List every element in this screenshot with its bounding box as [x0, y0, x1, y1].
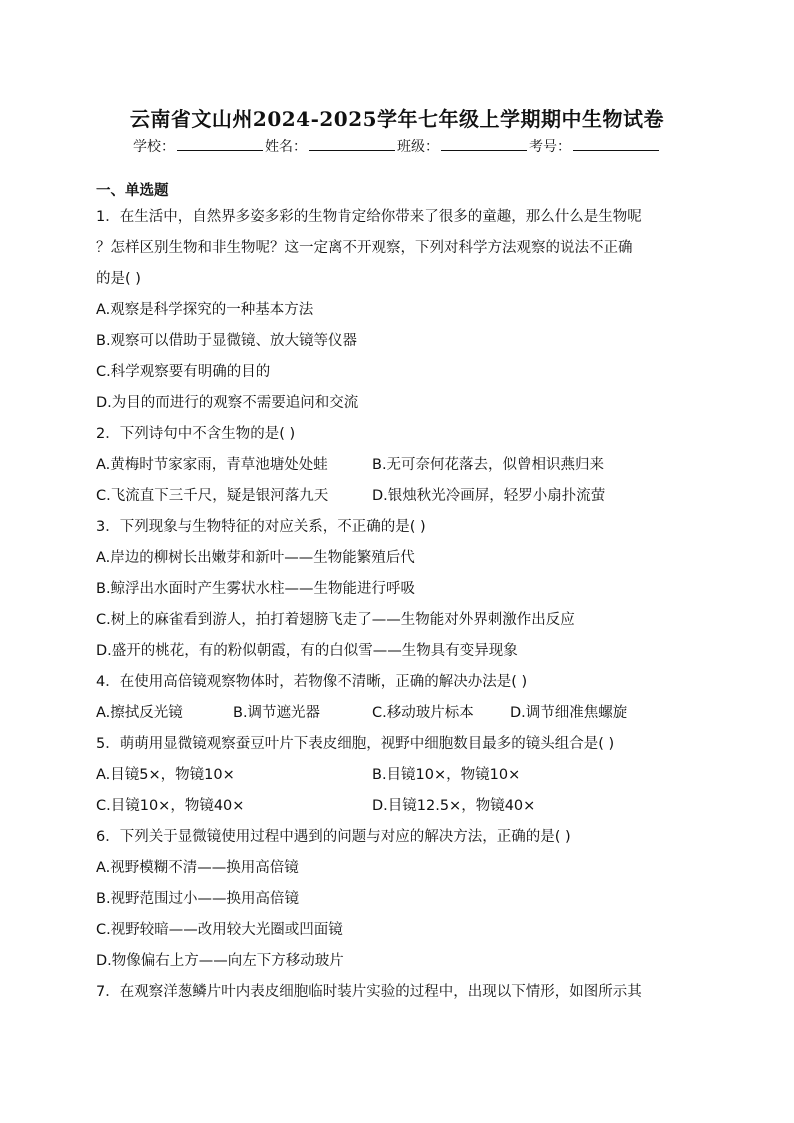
option-b: B.无可奈何花落去，似曾相识燕归来 — [372, 457, 605, 473]
school-label: 学校： — [133, 139, 175, 155]
question-text: 1．在生活中，自然界多姿多彩的生物肯定给你带来了很多的童趣，那么什么是生物呢 — [96, 209, 642, 225]
question-5 — [96, 729, 706, 822]
option-row — [96, 760, 706, 791]
option-c: C.飞流直下三千尺，疑是银河落九天 — [96, 488, 329, 504]
option-row — [96, 450, 706, 481]
class-label: 班级： — [397, 139, 439, 155]
question-3 — [96, 512, 706, 667]
question-text: ？怎样区别生物和非生物呢？这一定离不开观察，下列对科学方法观察的说法不正确 — [96, 240, 633, 256]
option-c: C.目镜10×，物镜40× — [96, 798, 245, 814]
option-row — [96, 481, 706, 512]
option-c: C.树上的麻雀看到游人，拍打着翅膀飞走了——生物能对外界刺激作出反应 — [96, 612, 575, 628]
option-a: A.黄梅时节家家雨，青草池塘处处蛙 — [96, 457, 328, 473]
question-4 — [96, 667, 706, 729]
option-d: D.目镜12.5×，物镜40× — [372, 798, 536, 814]
school-blank[interactable] — [177, 138, 263, 151]
question-text: 6．下列关于显微镜使用过程中遇到的问题与对应的解决方法，正确的是( ) — [96, 829, 571, 845]
exam-number-blank[interactable] — [573, 138, 659, 151]
option-a: A.擦拭反光镜 — [96, 705, 183, 721]
page-title: 云南省文山州2024-2025学年七年级上学期期中生物试卷 — [129, 107, 665, 131]
question-1 — [96, 202, 706, 419]
question-6 — [96, 822, 706, 977]
option-row — [96, 698, 706, 729]
option-d: D.物像偏右上方——向左下方移动玻片 — [96, 953, 344, 969]
exam-number-label: 考号： — [529, 139, 571, 155]
option-a: A.目镜5×，物镜10× — [96, 767, 235, 783]
option-a: A.视野模糊不清——换用高倍镜 — [96, 860, 299, 876]
option-c: C.视野较暗——改用较大光圈或凹面镜 — [96, 922, 343, 938]
section-heading: 一、单选题 — [96, 183, 169, 199]
option-d: D.盛开的桃花，有的粉似朝霞，有的白似雪——生物具有变异现象 — [96, 643, 518, 659]
student-info-line — [0, 136, 794, 156]
option-d: D.银烛秋光冷画屏，轻罗小扇扑流萤 — [372, 488, 606, 504]
question-text: 3．下列现象与生物特征的对应关系，不正确的是( ) — [96, 519, 426, 535]
option-d: D.为目的而进行的观察不需要追问和交流 — [96, 395, 359, 411]
question-text: 2．下列诗句中不含生物的是( ) — [96, 426, 296, 442]
option-d: D.调节细准焦螺旋 — [510, 705, 628, 721]
option-a: A.岸边的柳树长出嫩芽和新叶——生物能繁殖后代 — [96, 550, 415, 566]
question-text: 7．在观察洋葱鳞片叶内表皮细胞临时装片实验的过程中，出现以下情形，如图所示其 — [96, 984, 642, 1000]
question-7 — [96, 977, 706, 1008]
option-row — [96, 791, 706, 822]
class-blank[interactable] — [441, 138, 527, 151]
question-2 — [96, 419, 706, 512]
option-b: B.目镜10×，物镜10× — [372, 767, 521, 783]
question-text: 5．萌萌用显微镜观察蚕豆叶片下表皮细胞，视野中细胞数目最多的镜头组合是( ) — [96, 736, 615, 752]
option-b: B.观察可以借助于显微镜、放大镜等仪器 — [96, 333, 358, 349]
option-b: B.调节遮光器 — [233, 705, 321, 721]
name-blank[interactable] — [309, 138, 395, 151]
option-c: C.移动玻片标本 — [372, 705, 474, 721]
option-b: B.视野范围过小——换用高倍镜 — [96, 891, 300, 907]
question-list — [96, 180, 706, 1008]
option-c: C.科学观察要有明确的目的 — [96, 364, 271, 380]
question-text: 4．在使用高倍镜观察物体时，若物像不清晰，正确的解决办法是( ) — [96, 674, 528, 690]
question-text: 的是( ) — [96, 271, 141, 287]
name-label: 姓名： — [265, 139, 307, 155]
option-a: A.观察是科学探究的一种基本方法 — [96, 302, 314, 318]
option-b: B.鲸浮出水面时产生雾状水柱——生物能进行呼吸 — [96, 581, 416, 597]
